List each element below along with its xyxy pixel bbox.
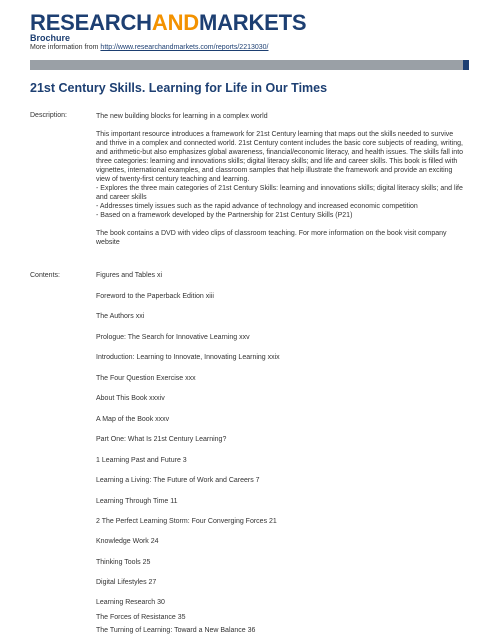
description-body: This important resource introduces a framework for 21st Century learning that maps out the skills needed to survive and thrive in a complex and connected world. 21st Century content includes the basic core subjects of reading, writing, and arithmetic-but also emphasizes global awareness, financial/economic literacy, and health issues. The skills fall into three categories: learning and innovations skills; digital literacy skills; and life and career skills. This book is filled with vignettes, international examples, and classroom samples that help illustrate the framework and provide an exciting view of twenty-first century teaching and learning.	[96, 131, 464, 183]
contents-item: Knowledge Work 24	[96, 538, 159, 545]
more-info-label: More information from	[30, 44, 101, 51]
header-divider-bar	[30, 60, 469, 70]
contents-item: A Map of the Book xxxv	[96, 416, 170, 423]
contents-item: Part One: What Is 21st Century Learning?	[96, 436, 227, 443]
contents-item: Thinking Tools 25	[96, 559, 151, 566]
report-url-link[interactable]: http://www.researchandmarkets.com/reports/2213030/	[100, 44, 269, 51]
more-info-line	[30, 44, 269, 51]
description-closing: The book contains a DVD with video clips of classroom teaching. For more information on the book visit company website	[96, 230, 447, 246]
logo-and: AND	[151, 10, 199, 35]
description-section	[96, 112, 466, 247]
contents-item: Digital Lifestyles 27	[96, 579, 157, 586]
contents-item: The Forces of Resistance 35	[96, 614, 186, 621]
contents-item: The Four Question Exercise xxx	[96, 375, 196, 382]
contents-item: 2 The Perfect Learning Storm: Four Converging Forces 21	[96, 518, 277, 525]
contents-item: About This Book xxxiv	[96, 395, 165, 402]
description-bullet: - Addresses timely issues such as the rapid advance of technology and increased economic competition	[96, 203, 418, 210]
page-title: 21st Century Skills. Learning for Life in Our Times	[30, 81, 328, 95]
contents-item: Learning Through Time 11	[96, 498, 178, 505]
description-bullet: - Based on a framework developed by the Partnership for 21st Century Skills (P21)	[96, 212, 353, 219]
logo-research: RESEARCH	[30, 10, 152, 35]
research-and-markets-logo[interactable]	[30, 11, 306, 35]
contents-item: Foreword to the Paperback Edition xiii	[96, 293, 214, 300]
logo-markets: MARKETS	[198, 10, 307, 35]
contents-item: The Turning of Learning: Toward a New Balance 36	[96, 627, 256, 634]
description-bullet: - Explores the three main categories of 21st Century Skills: learning and innovations skills; digital literacy skills; and life and career skills	[96, 185, 463, 201]
contents-item: Prologue: The Search for Innovative Learning xxv	[96, 334, 250, 341]
contents-item: Learning Research 30	[96, 599, 165, 606]
brochure-label: Brochure	[30, 33, 71, 43]
contents-item: Introduction: Learning to Innovate, Innovating Learning xxix	[96, 354, 280, 361]
description-label: Description:	[30, 112, 67, 119]
contents-item: The Authors xxi	[96, 313, 145, 320]
contents-label: Contents:	[30, 272, 60, 279]
contents-item: 1 Learning Past and Future 3	[96, 457, 187, 464]
description-lead: The new building blocks for learning in a complex world	[96, 113, 268, 120]
contents-item: Figures and Tables xi	[96, 272, 163, 279]
header-divider-accent	[463, 60, 469, 70]
contents-item: Learning a Living: The Future of Work and Careers 7	[96, 477, 260, 484]
